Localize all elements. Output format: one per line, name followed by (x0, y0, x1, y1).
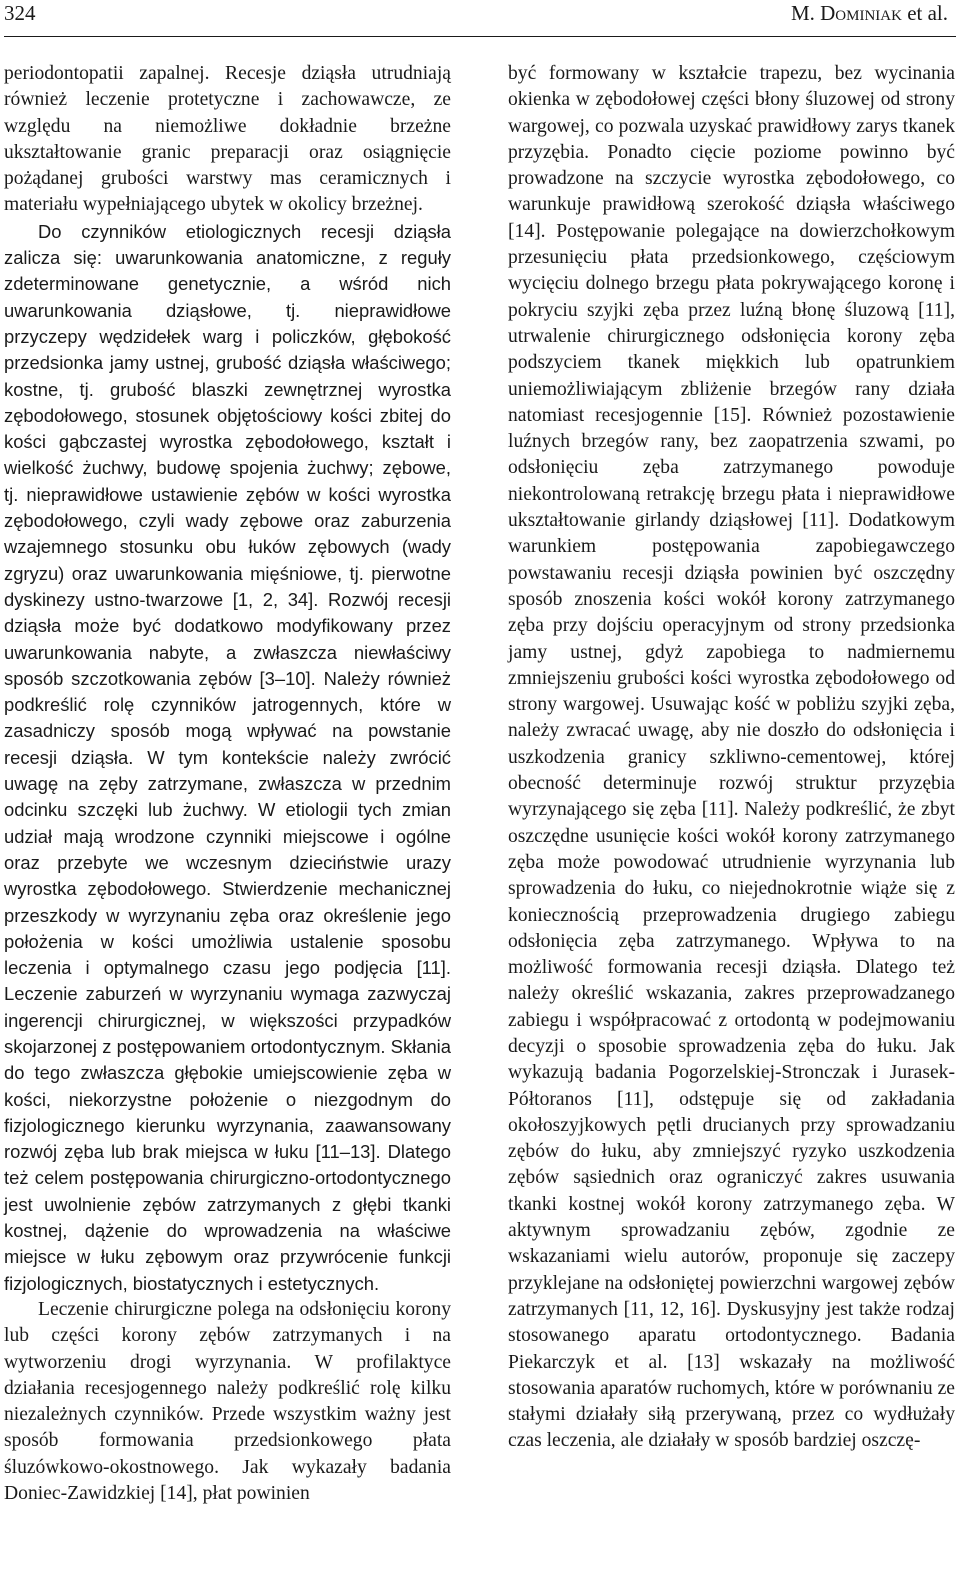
page-number: 324 (4, 1, 36, 25)
left-paragraph-1: periodontopatii zapalnej. Recesje dziąsła utrudniają również leczenie protetyczne i zachowawcze, ze względu na niemożliwe dokładnie brzeżne ukształtowanie granic preparacji oraz osiągnięcie pożądanej grubości warstwy mas ceramicznych i materiału wypełniającego ubytek w okolicy brzeżnej. (4, 63, 451, 216)
page-header (4, 0, 948, 28)
running-head-suffix: et al. (901, 1, 948, 25)
header-rule (4, 36, 956, 37)
right-column (508, 61, 955, 1455)
running-head (791, 0, 948, 26)
running-head-author: M. Dominiak (790, 1, 902, 25)
left-column (4, 61, 451, 1507)
right-paragraph-1: być formowany w kształcie trapezu, bez wycinania okienka w zębodołowej części błony śluzowej od strony wargowej, co pozwala uzyskać prawidłowy zarys tkanek przyzębia. Ponadto cięcie poziome powinno być prowadzone na szczycie wyrostka zębodołowego, co warunkuje prawidłową szerokość dziąsła właściwego [14]. Postępowanie polegające na dowierzchołkowym przesunięciu płata przedsionkowego, częściowym wycięciu dolnego brzegu płata pokrywającego koronę i pokryciu szyjki zęba przez luźną błonę śluzową [11], utrwalenie chirurgicznego odsłonięcia korony zęba podszyciem tkanek miękkich lub opatrunkiem uniemożliwiającym zbliżenie brzegów rany działa natomiast recesjogennie [15]. Również pozostawienie luźnych brzegów rany, bez zaopatrzenia szwami, po odsłonięciu zęba zatrzymanego powoduje niekontrolowaną retrakcję brzegu płata i nieprawidłowe ukształtowanie girlandy dziąsłowej [11]. Dodatkowym warunkiem postępowania zapobiegawczego powstawaniu recesji dziąsła powinien być oszczędny sposób znoszenia kości wokół korony zatrzymanego zęba przy dojściu operacyjnym od strony przedsionka jamy ustnej, gdyż zapobiega to nadmiernemu zmniejszeniu grubości kości wyrostka zębodołowego od strony wargowej. Usuwając kość w pobliżu szyjki zęba, należy zwracać uwagę, aby nie doszło do odsłonięcia i uszkodzenia granicy szkliwno-cementowej, której obecność determinuje rozwój struktur przyzębia wyrzynającego się zęba [11]. Należy podkreślić, że zbyt oszczędne usunięcie kości wokół korony zatrzymanego zęba może powodować utrudnienie wyrzynania lub sprowadzenia do łuku, co niejednokrotnie wiąże się z koniecznością przeprowadzenia drugiego zabiegu odsłonięcia zęba zatrzymanego. Wpływa to na możliwość formowania recesji dziąsła. Dlatego też należy określić wskazania, zakres przeprowadzanego zabiegu i współpracować z ortodontą w podejmowaniu decyzji o sposobie sprowadzenia zęba do łuku. Jak wykazują badania Pogorzelskiej-Stronczak i Jurasek-Półtoranos [11], odstępuje się od zakładania okołoszyjkowych pętli drucianych przy sprowadzaniu zębów do łuku, aby zmniejszyć ryzyko uszkodzenia zębów sąsiednich oraz ograniczyć zakres usuwania tkanki kostnej wokół korony zatrzymanego zęba. W aktywnym sprowadzaniu zębów, zgodnie ze wskazaniami wielu autorów, proponuje się zaczepy przyklejane na odsłoniętej powierzchni wargowej zębów zatrzymanych [11, 12, 16]. Dyskusyjny jest także rodzaj stosowanego aparatu ortodontycznego. Badania Piekarczyk et al. [13] wskazały na możliwość stosowania aparatów ruchomych, które w porównaniu ze stałymi działały siłą przerywaną, przez co wydłużały czas leczenia, ale działały w sposób bardziej oszczę- (508, 63, 955, 1452)
left-paragraph-3: Leczenie chirurgiczne polega na odsłonięciu korony lub części korony zębów zatrzymanych i na wytworzeniu drogi wyrzynania. W profilaktyce działania recesjogennego należy podkreślić rolę kilku niezależnych czynników. Przede wszystkim ważny jest sposób formowania przedsionkowego płata śluzówkowo-okostnowego. Jak wykazały badania Doniec-Zawidzkiej [14], płat powinien (4, 1298, 451, 1505)
left-paragraph-2: Do czynników etiologicznych recesji dziąsła zalicza się: uwarunkowania anatomiczne, z reguły zdeterminowane genetycznie, a wśród nich uwarunkowania dziąsłowe, tj. nieprawidłowe przyczepy wędzidełek warg i policzków, głębokość przedsionka jamy ustnej, grubość dziąsła właściwego; kostne, tj. grubość blaszki zewnętrznej wyrostka zębodołowego, stosunek objętościowy kości zbitej do kości gąbczastej wyrostka zębodołowego, kształt i wielkość żuchwy, budowę spojenia żuchwy; zębowe, tj. nieprawidłowe ustawienie zębów w kości wyrostka zębodołowego, czyli wady zębowe oraz zaburzenia wzajemnego stosunku obu łuków zębowych (wady zgryzu) oraz uwarunkowania mięśniowe, tj. pierwotne dyskinezy ustno-twarzowe [1, 2, 34]. Rozwój recesji dziąsła może być dodatkowo modyfikowany przez uwarunkowania nabyte, a zwłaszcza niewłaściwy sposób szczotkowania zębów [3–10]. Należy również podkreślić rolę czynników jatrogennych, które w zasadniczy sposób mogą wpływać na powstanie recesji dziąsła. W tym kontekście należy zwrócić uwagę na zęby zatrzymane, zwłaszcza w przednim odcinku szczęki lub żuchwy. W etiologii tych zmian udział mają wrodzone czynniki miejscowe i ogólne oraz przebyte we wczesnym dzieciństwie urazy wyrostka zębodołowego. Stwierdzenie mechanicznej przeszkody w wyrzynaniu zęba oraz określenie jego położenia w kości umożliwia ustalenie sposobu leczenia i optymalnego czasu jego podjęcia [11]. Leczenie zaburzeń w wyrzynaniu wymaga zazwyczaj ingerencji chirurgicznej, w większości przypadków skojarzonej z postępowaniem ortodontycznym. Skłania do tego zwłaszcza głębokie umiejscowienie zęba w kości, niekorzystne położenie o niezgodnym do fizjologicznego kierunku wyrzynania, zaawansowany rozwój zęba lub brak miejsca w łuku [11–13]. Dlatego też celem postępowania chirurgiczno-ortodontycznego jest uwolnienie zębów zatrzymanych z głębi tkanki kostnej, dążenie do wprowadzenia na właściwe miejsce w łuku zębowym oraz przywrócenie funkcji fizjologicznych, biostatycznych i estetycznych. (4, 220, 451, 1294)
